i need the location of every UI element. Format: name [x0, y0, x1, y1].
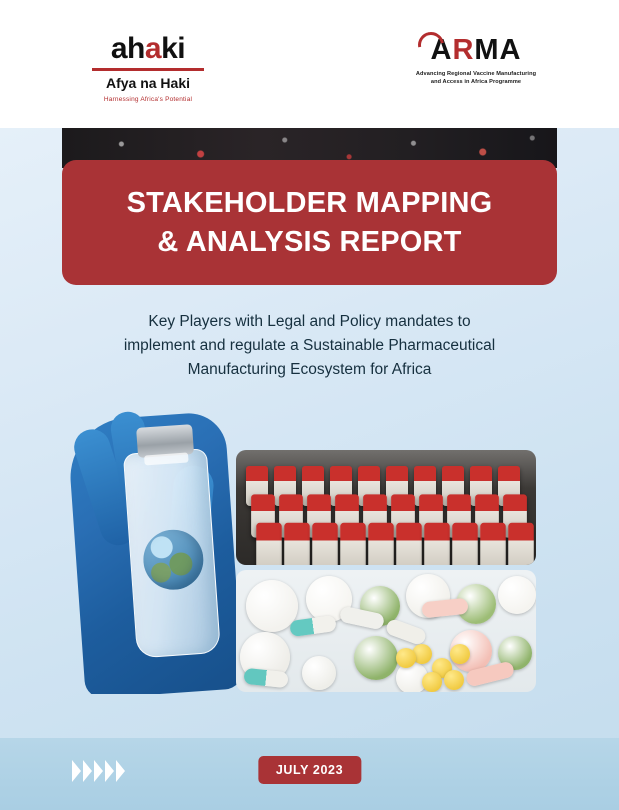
yellow-tablet	[450, 644, 470, 664]
vial-neck	[144, 452, 189, 465]
arma-word-part2: MA	[474, 34, 522, 66]
ahaki-word-part2: ki	[161, 32, 186, 65]
yellow-tablet	[444, 670, 464, 690]
subtitle-line-2: implement and regulate a Sustainable Pharmaceutical	[123, 337, 496, 355]
title-line-2: & ANALYSIS REPORT	[157, 225, 462, 258]
page-subtitle	[62, 310, 557, 382]
round-tablet	[354, 636, 398, 680]
red-cap-vial	[480, 523, 506, 565]
red-cap-vial	[312, 523, 338, 565]
chevron-right-icon	[94, 760, 103, 782]
yellow-tablet	[396, 648, 416, 668]
footer-bar	[0, 738, 619, 810]
blue-glove	[68, 411, 243, 694]
ahaki-word-accent: a	[144, 32, 162, 65]
red-cap-vial	[368, 523, 394, 565]
red-cap-vial	[508, 523, 534, 565]
capsule	[243, 668, 288, 689]
round-tablet	[498, 576, 536, 614]
ahaki-tagline: Harnessing Africa's Potential	[103, 96, 193, 104]
subtitle-line-1: Key Players with Legal and Policy mandates to	[148, 313, 471, 330]
vial-tray-photo	[236, 450, 536, 565]
red-cap-vial	[396, 523, 422, 565]
page-title	[127, 184, 493, 261]
arma-word-part1: A	[430, 34, 453, 66]
title-line-1: STAKEHOLDER MAPPING	[126, 187, 493, 220]
red-cap-vial	[340, 523, 366, 565]
pills-capsules-photo	[236, 570, 536, 692]
chevron-right-icon	[105, 760, 114, 782]
ahaki-divider	[92, 68, 204, 71]
chevron-right-icon	[72, 760, 81, 782]
gloved-hand-vial-image	[68, 398, 243, 694]
ahaki-subtitle: Afya na Haki	[105, 75, 191, 91]
red-cap-vial	[424, 523, 450, 565]
ahaki-wordmark	[88, 34, 208, 64]
header-band	[0, 0, 619, 128]
red-cap-vial	[256, 523, 282, 565]
arma-word-accent: R	[452, 34, 475, 66]
yellow-tablet	[422, 672, 442, 692]
ahaki-word-part1: ah	[110, 32, 145, 65]
red-cap-vial	[452, 523, 478, 565]
cover-imagery	[0, 398, 619, 698]
red-cap-vial	[284, 523, 310, 565]
chevron-right-icon	[83, 760, 92, 782]
globe-icon	[141, 528, 205, 592]
capsule	[289, 615, 337, 637]
round-tablet	[302, 656, 336, 690]
vaccine-vial	[123, 448, 221, 658]
arma-subtitle: Advancing Regional Vaccine Manufacturing and Access in Africa Programme	[415, 71, 537, 85]
date-badge: JULY 2023	[258, 756, 361, 784]
arma-logo	[410, 36, 542, 86]
chevron-right-icon	[116, 760, 125, 782]
arma-wordmark	[410, 36, 542, 65]
ahaki-logo	[88, 34, 208, 103]
subtitle-line-3: Manufacturing Ecosystem for Africa	[187, 361, 432, 379]
title-card	[62, 160, 557, 285]
chevron-right-icon-group	[72, 760, 125, 782]
